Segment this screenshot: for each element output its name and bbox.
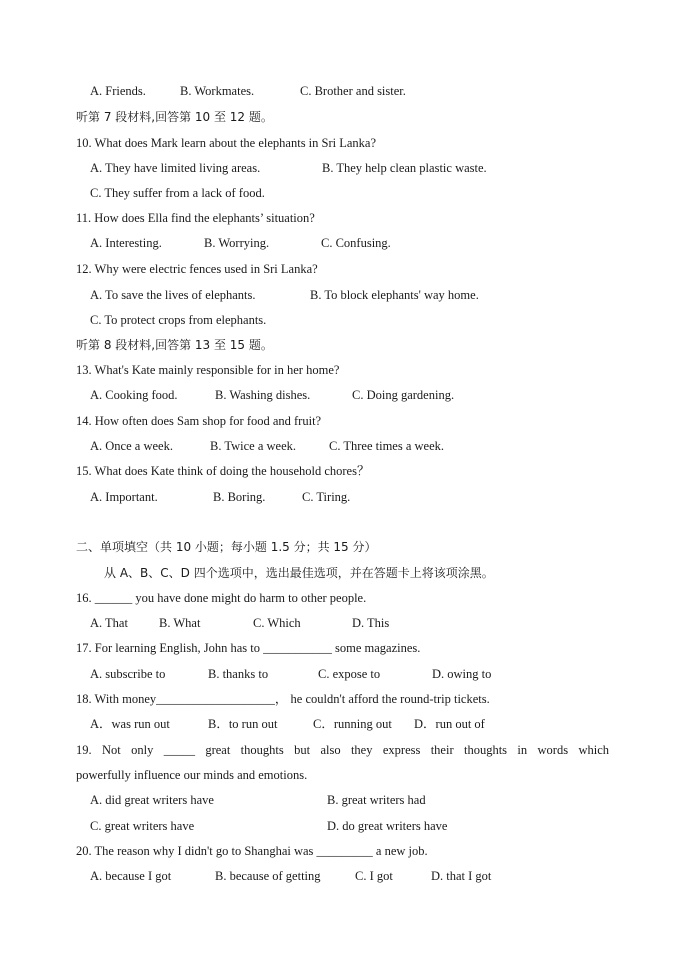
option-c: C. Brother and sister. (300, 84, 406, 98)
option-b: B. What (159, 616, 201, 630)
question-stem: 20. The reason why I didn't go to Shanghai was _________ a new job. (76, 844, 428, 858)
option-d: D．run out of (414, 717, 485, 731)
option-c: C. Confusing. (321, 236, 391, 250)
section-header: 听第 8 段材料,回答第 13 至 15 题。 (76, 338, 273, 352)
option-c: C. Three times a week. (329, 439, 445, 453)
option-a: A. Interesting. (90, 236, 162, 250)
question-stem: 17. For learning English, John has to ___________ some magazines. (76, 641, 421, 655)
option-c: C. Tiring. (302, 490, 351, 504)
option-c: C．running out (313, 717, 392, 731)
question-stem: 13. What's Kate mainly responsible for in her home? (76, 363, 340, 377)
option-b: B. because of getting (215, 869, 321, 883)
option-a: A. because I got (90, 869, 172, 883)
option-d: D. owing to (432, 667, 492, 681)
option-b: B. thanks to (208, 667, 269, 681)
option-c: C. They suffer from a lack of food. (90, 186, 265, 200)
option-b: B. Workmates. (180, 84, 255, 98)
option-a: A. Once a week. (90, 439, 173, 453)
question-stem: 12. Why were electric fences used in Sri Lanka? (76, 262, 318, 276)
option-b: B. They help clean plastic waste. (322, 161, 487, 175)
option-a: A. Important. (90, 490, 158, 504)
option-a: A. That (90, 616, 128, 630)
option-b: B. Washing dishes. (215, 388, 311, 402)
part-instruction: 从 A、B、C、D 四个选项中，选出最佳选项，并在答题卡上将该项涂黑。 (104, 566, 494, 580)
option-a: A. did great writers have (90, 793, 214, 807)
question-stem: 19. Not only _____ great thoughts but also they express their thoughts in words which (76, 743, 609, 757)
option-c: C. great writers have (90, 819, 195, 833)
question-stem: 11. How does Ella find the elephants’ situation? (76, 211, 315, 225)
question-stem: 18. With money___________________， he couldn't afford the round-trip tickets. (76, 692, 490, 706)
option-c: C. Which (253, 616, 301, 630)
part-title: 二、单项填空（共 10 小题；每小题 1.5 分；共 15 分） (76, 540, 377, 554)
question-stem: 14. How often does Sam shop for food and fruit? (76, 414, 322, 428)
option-a: A. subscribe to (90, 667, 166, 681)
option-b: B. Boring. (213, 490, 266, 504)
question-stem-continued: powerfully influence our minds and emotions. (76, 768, 308, 782)
option-a: A. To save the lives of elephants. (90, 288, 256, 302)
option-c: C. expose to (318, 667, 381, 681)
option-c: C. To protect crops from elephants. (90, 313, 267, 327)
question-stem: 10. What does Mark learn about the elephants in Sri Lanka? (76, 136, 377, 150)
option-d: D. do great writers have (327, 819, 448, 833)
option-a: A. Friends. (90, 84, 146, 98)
option-b: B. Worrying. (204, 236, 270, 250)
option-a: A. They have limited living areas. (90, 161, 261, 175)
option-d: D. that I got (431, 869, 492, 883)
option-b: B．to run out (208, 717, 278, 731)
option-a: A．was run out (90, 717, 170, 731)
option-c: C. Doing gardening. (352, 388, 455, 402)
question-stem: 15. What does Kate think of doing the household chores？ (76, 464, 370, 478)
option-d: D. This (352, 616, 390, 630)
option-a: A. Cooking food. (90, 388, 178, 402)
option-b: B. To block elephants' way home. (310, 288, 479, 302)
option-b: B. great writers had (327, 793, 426, 807)
option-c: C. I got (355, 869, 393, 883)
question-stem: 16. ______ you have done might do harm to other people. (76, 591, 367, 605)
option-b: B. Twice a week. (210, 439, 297, 453)
section-header: 听第 7 段材料,回答第 10 至 12 题。 (76, 110, 273, 124)
